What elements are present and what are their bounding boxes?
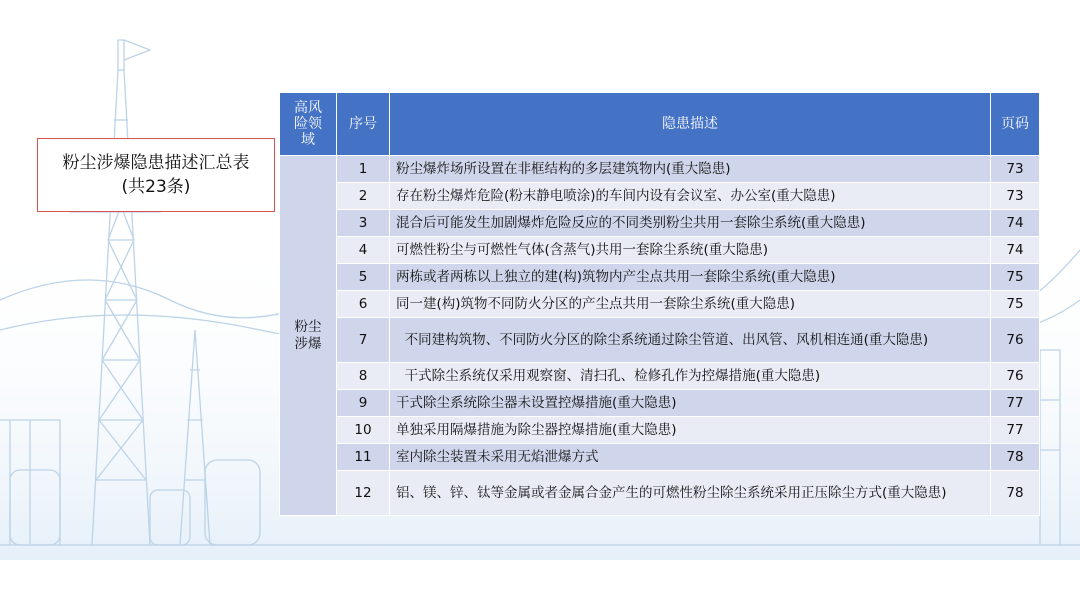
table-row xyxy=(280,291,1040,318)
row-page: 74 xyxy=(991,237,1040,264)
row-page: 73 xyxy=(991,183,1040,210)
summary-title-box xyxy=(37,138,275,212)
row-page: 73 xyxy=(991,156,1040,183)
row-page: 77 xyxy=(991,417,1040,444)
table-row xyxy=(280,156,1040,183)
hazard-summary-table xyxy=(279,92,1040,516)
table-row xyxy=(280,318,1040,363)
row-seq: 2 xyxy=(337,183,390,210)
row-page: 75 xyxy=(991,291,1040,318)
row-seq: 5 xyxy=(337,264,390,291)
header-seq: 序号 xyxy=(337,93,390,156)
table-row xyxy=(280,390,1040,417)
header-area: 高风险领域 xyxy=(280,93,337,156)
row-seq: 8 xyxy=(337,363,390,390)
row-seq: 10 xyxy=(337,417,390,444)
row-desc: 可燃性粉尘与可燃性气体(含蒸气)共用一套除尘系统(重大隐患) xyxy=(390,237,991,264)
row-desc: 不同建构筑物、不同防火分区的除尘系统通过除尘管道、出风管、风机相连通(重大隐患) xyxy=(390,318,991,363)
row-seq: 6 xyxy=(337,291,390,318)
row-page: 78 xyxy=(991,471,1040,516)
table-row xyxy=(280,417,1040,444)
summary-title: 粉尘涉爆隐患描述汇总表 xyxy=(62,153,250,173)
row-desc: 铝、镁、锌、钛等金属或者金属合金产生的可燃性粉尘除尘系统采用正压除尘方式(重大隐患) xyxy=(390,471,991,516)
table-row xyxy=(280,471,1040,516)
row-page: 76 xyxy=(991,318,1040,363)
row-seq: 7 xyxy=(337,318,390,363)
row-seq: 9 xyxy=(337,390,390,417)
summary-count: (共23条) xyxy=(121,177,191,197)
row-page: 76 xyxy=(991,363,1040,390)
row-desc: 同一建(构)筑物不同防火分区的产尘点共用一套除尘系统(重大隐患) xyxy=(390,291,991,318)
header-page: 页码 xyxy=(991,93,1040,156)
header-desc: 隐患描述 xyxy=(390,93,991,156)
row-seq: 1 xyxy=(337,156,390,183)
row-desc: 存在粉尘爆炸危险(粉末静电喷涂)的车间内设有会议室、办公室(重大隐患) xyxy=(390,183,991,210)
row-seq: 3 xyxy=(337,210,390,237)
table-row xyxy=(280,183,1040,210)
area-cell: 粉尘涉爆 xyxy=(280,156,337,516)
row-seq: 12 xyxy=(337,471,390,516)
row-desc: 混合后可能发生加剧爆炸危险反应的不同类别粉尘共用一套除尘系统(重大隐患) xyxy=(390,210,991,237)
table-row xyxy=(280,210,1040,237)
table-row xyxy=(280,444,1040,471)
table-row xyxy=(280,237,1040,264)
row-desc: 干式除尘系统除尘器未设置控爆措施(重大隐患) xyxy=(390,390,991,417)
row-page: 77 xyxy=(991,390,1040,417)
row-desc: 干式除尘系统仅采用观察窗、清扫孔、检修孔作为控爆措施(重大隐患) xyxy=(390,363,991,390)
table-header-row xyxy=(280,93,1040,156)
row-desc: 两栋或者两栋以上独立的建(构)筑物内产尘点共用一套除尘系统(重大隐患) xyxy=(390,264,991,291)
row-desc: 单独采用隔爆措施为除尘器控爆措施(重大隐患) xyxy=(390,417,991,444)
row-desc: 粉尘爆炸场所设置在非框结构的多层建筑物内(重大隐患) xyxy=(390,156,991,183)
row-seq: 11 xyxy=(337,444,390,471)
table-row xyxy=(280,264,1040,291)
row-desc: 室内除尘装置未采用无焰泄爆方式 xyxy=(390,444,991,471)
row-page: 74 xyxy=(991,210,1040,237)
table-row xyxy=(280,363,1040,390)
row-page: 78 xyxy=(991,444,1040,471)
row-seq: 4 xyxy=(337,237,390,264)
row-page: 75 xyxy=(991,264,1040,291)
